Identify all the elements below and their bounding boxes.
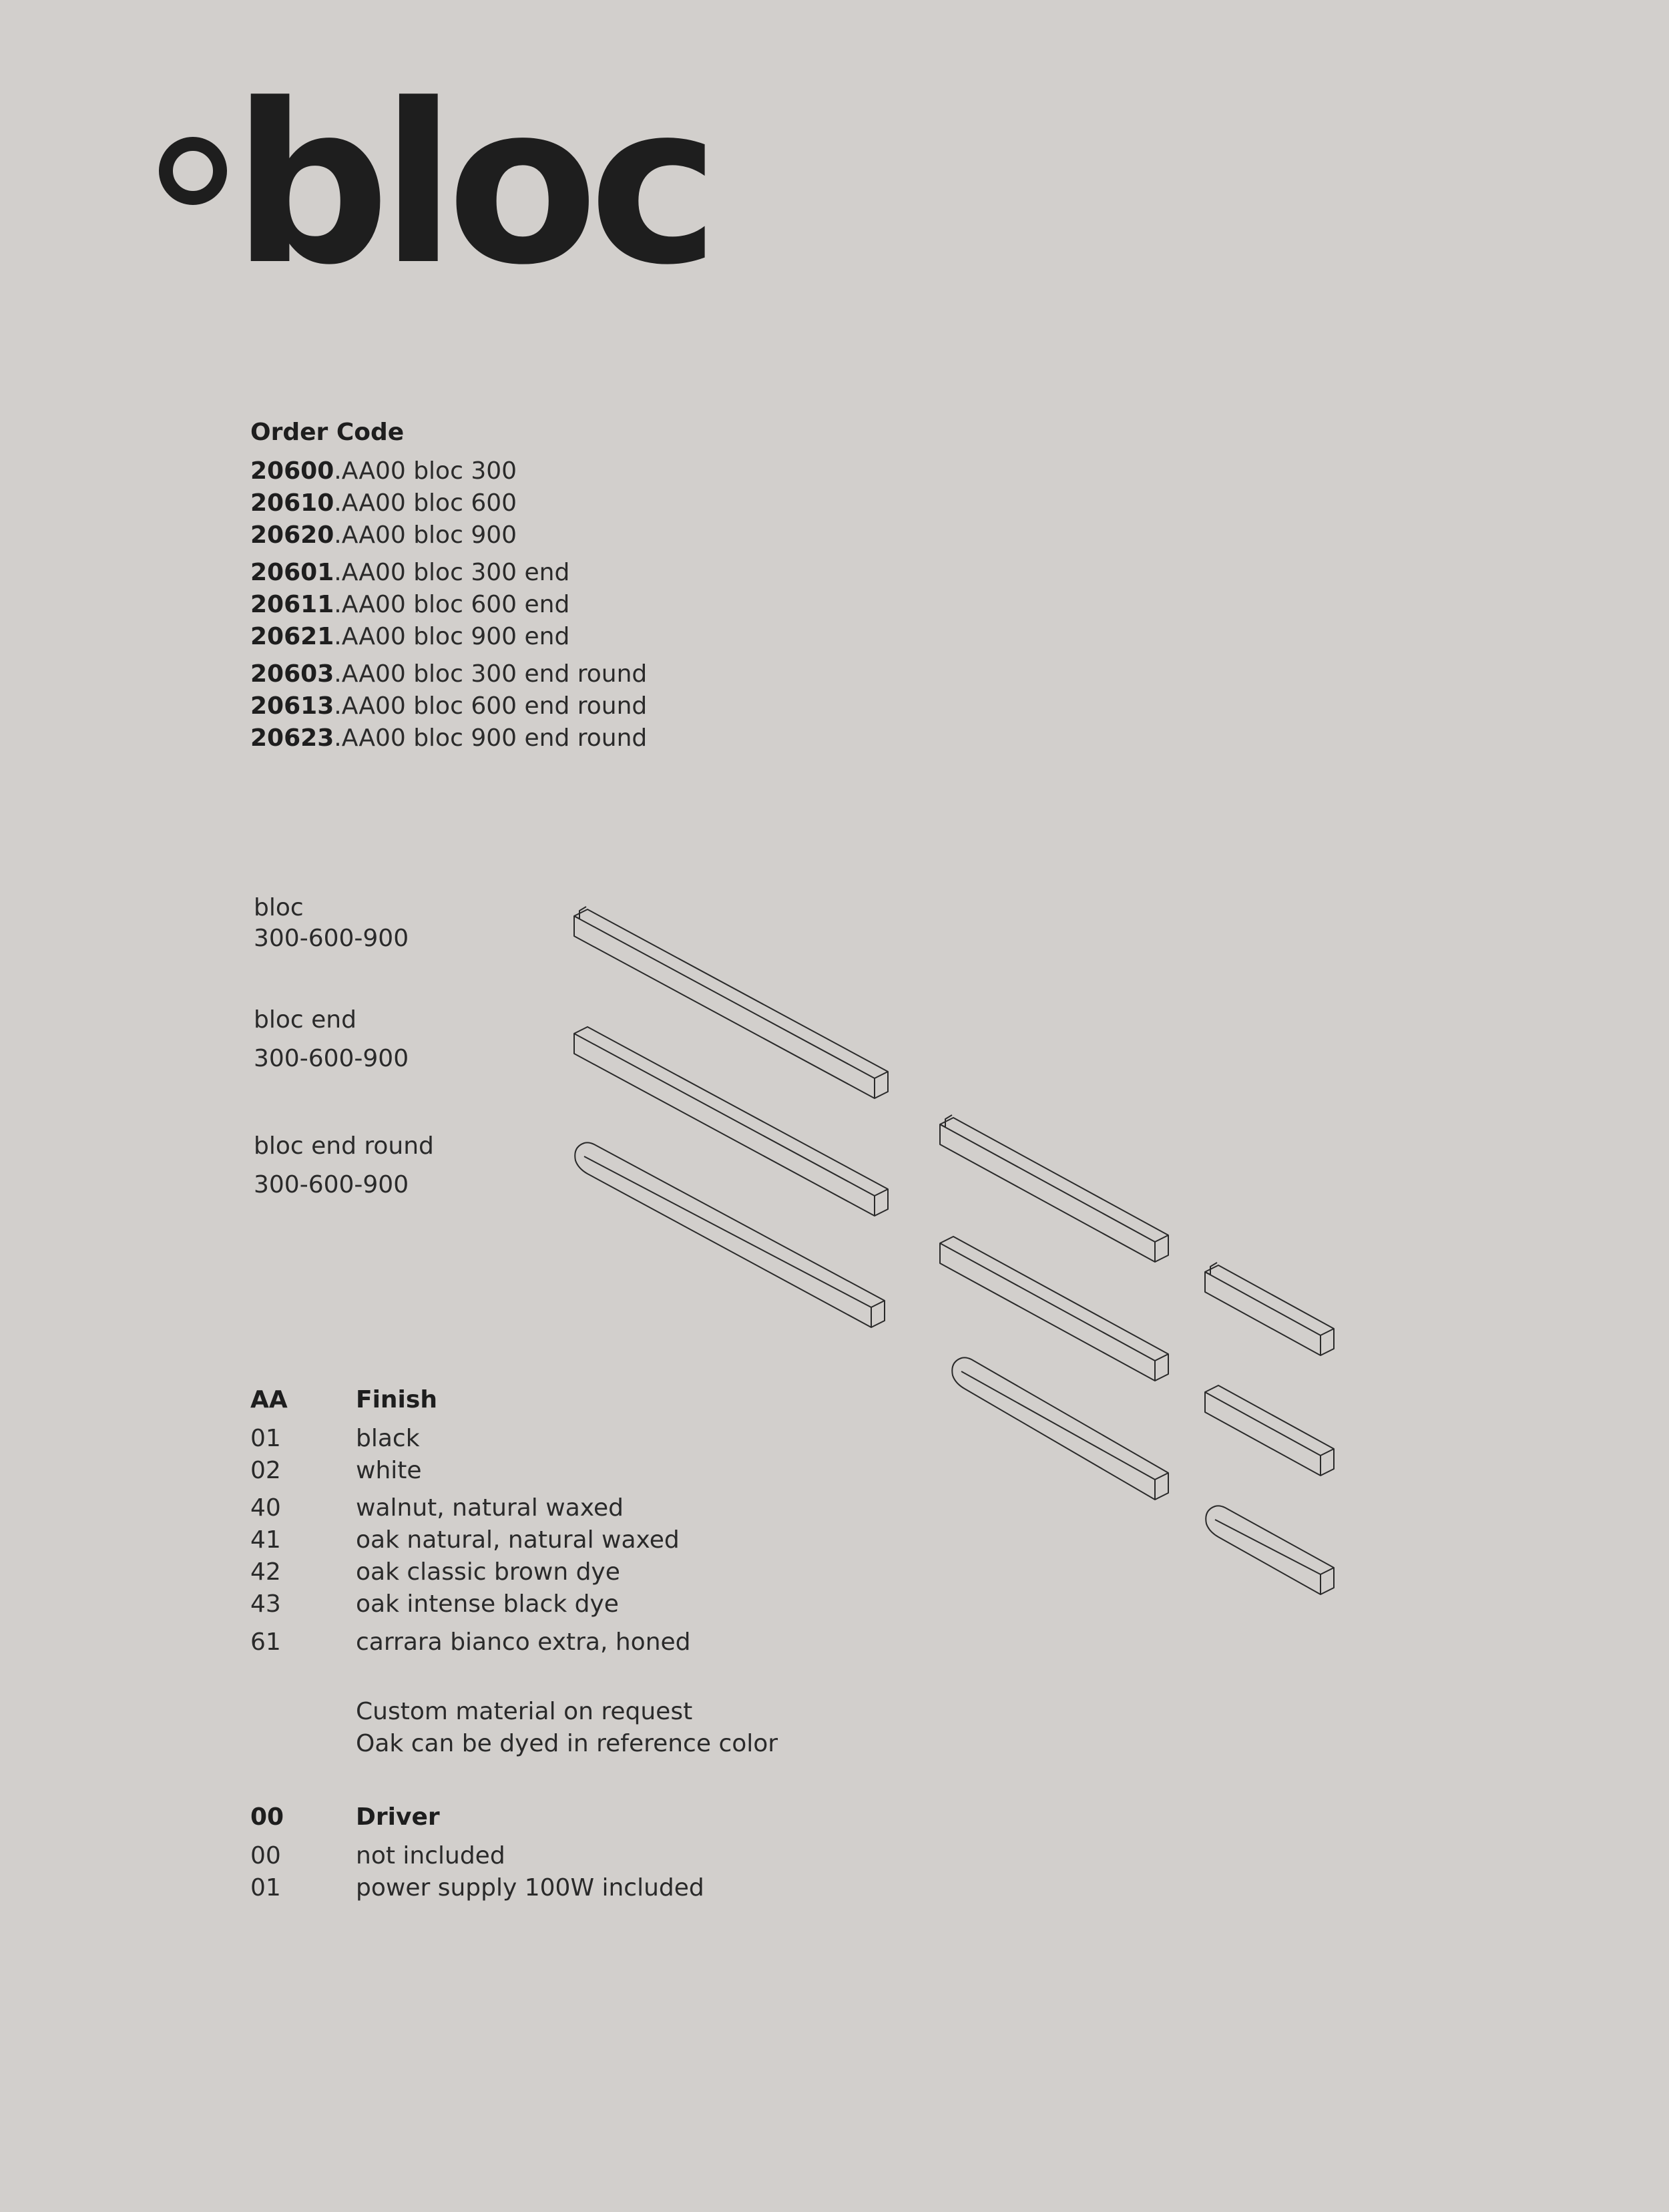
brand-logo: [159, 57, 710, 313]
order-row: 20620.AA00 bloc 900: [250, 521, 517, 549]
finish-code: 01: [250, 1425, 281, 1452]
finish-note: Custom material on request: [356, 1698, 693, 1725]
bloc-end-round-900-drawing: [575, 1142, 885, 1327]
driver-code: 01: [250, 1874, 281, 1902]
order-row: 20621.AA00 bloc 900 end: [250, 623, 570, 650]
driver-code-header: 00: [250, 1803, 284, 1831]
driver-label: power supply 100W included: [356, 1874, 704, 1902]
finish-label-header: Finish: [356, 1386, 437, 1413]
variant-bloc-end-sizes: 300-600-900: [254, 1045, 409, 1072]
order-group-3: [250, 658, 647, 754]
bloc-end-round-300-drawing: [1206, 1506, 1334, 1594]
variant-bloc-end-name: bloc end: [254, 1006, 356, 1034]
bloc-300-drawing: [1205, 1263, 1334, 1355]
variant-bloc-sizes: 300-600-900: [254, 925, 409, 952]
finish-label: oak natural, natural waxed: [356, 1526, 680, 1554]
order-row: 20613.AA00 bloc 600 end round: [250, 692, 648, 720]
finish-label: oak intense black dye: [356, 1590, 619, 1618]
order-row: 20600.AA00 bloc 300: [250, 457, 517, 485]
finish-code-header: AA: [250, 1386, 288, 1413]
bloc-900-drawing: [574, 907, 888, 1098]
finish-label: carrara bianco extra, honed: [356, 1628, 691, 1656]
order-row: 20623.AA00 bloc 900 end round: [250, 724, 648, 752]
bloc-end-900-drawing: [574, 1027, 888, 1216]
variant-bloc-end-round-sizes: 300-600-900: [254, 1171, 409, 1198]
order-code-heading: Order Code: [250, 419, 405, 446]
bloc-end-600-drawing: [940, 1237, 1168, 1381]
driver-label: not included: [356, 1842, 505, 1869]
finish-code: 43: [250, 1590, 281, 1618]
finish-label: walnut, natural waxed: [356, 1494, 624, 1522]
finish-code: 42: [250, 1558, 281, 1586]
bloc-end-300-drawing: [1205, 1385, 1334, 1476]
order-row: 20603.AA00 bloc 300 end round: [250, 660, 648, 688]
order-row: 20601.AA00 bloc 300 end: [250, 559, 570, 586]
order-row: 20611.AA00 bloc 600 end: [250, 591, 570, 618]
finish-label: white: [356, 1457, 422, 1484]
finish-note: Oak can be dyed in reference color: [356, 1730, 778, 1757]
finish-code: 41: [250, 1526, 281, 1554]
driver-code: 00: [250, 1842, 281, 1869]
order-group-1: [250, 455, 517, 551]
driver-label-header: Driver: [356, 1803, 440, 1831]
product-line-drawings: [561, 895, 1349, 1602]
finish-code: 40: [250, 1494, 281, 1522]
bloc-600-drawing: [940, 1115, 1168, 1262]
variant-bloc-end-round-name: bloc end round: [254, 1132, 434, 1160]
finish-code: 02: [250, 1457, 281, 1484]
order-group-2: [250, 557, 569, 653]
variant-bloc-name: bloc: [254, 894, 304, 921]
bloc-end-round-600-drawing: [952, 1357, 1168, 1500]
finish-code: 61: [250, 1628, 281, 1656]
finish-label: black: [356, 1425, 420, 1452]
order-row: 20610.AA00 bloc 600: [250, 489, 517, 517]
brand-word: bloc: [232, 57, 710, 313]
degree-circle-icon: [159, 137, 227, 205]
finish-label: oak classic brown dye: [356, 1558, 620, 1586]
